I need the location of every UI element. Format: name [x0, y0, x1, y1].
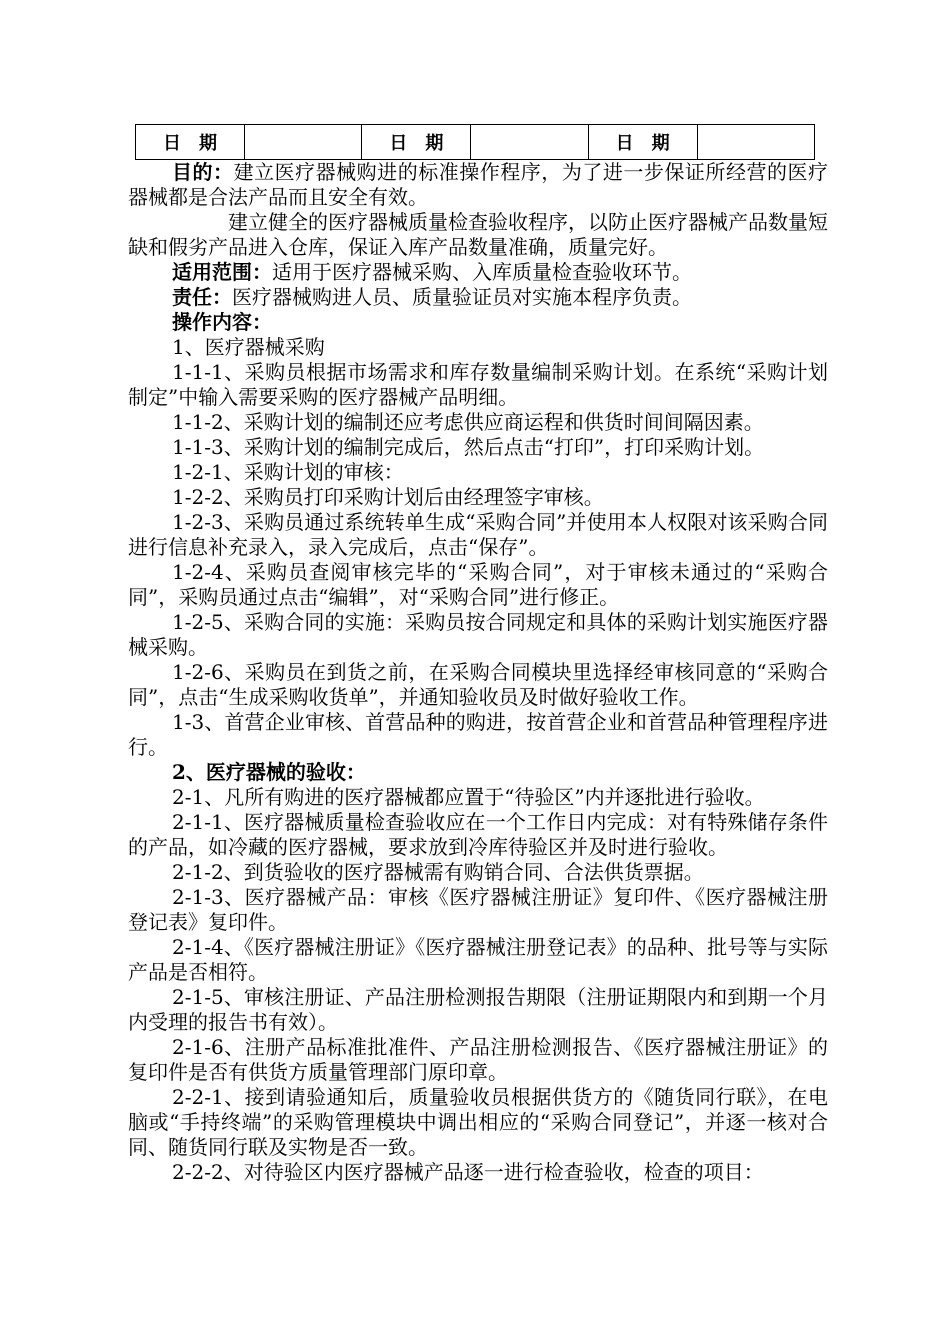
paragraph-2-1-2	[128, 860, 828, 885]
paragraph-text: 2-2-2、对待验区内医疗器械产品逐一进行检查验收，检查的项目：	[172, 1160, 764, 1184]
paragraph-text: 1-2-3、采购员通过系统转单生成“采购合同”并使用本人权限对该采购合同进行信息补充录入，录入完成后，点击“保存”。	[128, 510, 828, 559]
date-label-2: 日 期	[362, 125, 471, 160]
paragraph-text: 2-1-1、医疗器械质量检查验收应在一个工作日内完成：对有特殊储存条件的产品，如冷藏的医疗器械，要求放到冷库待验区并及时进行验收。	[128, 810, 828, 859]
paragraph-1-2-1	[128, 460, 828, 485]
date-value-2	[471, 125, 588, 160]
section-1-text: 1、医疗器械采购	[172, 335, 325, 359]
paragraph-2-1-1	[128, 810, 828, 860]
paragraph-1-2-5	[128, 610, 828, 660]
paragraph-1-3	[128, 710, 828, 760]
paragraph-1-1-1	[128, 360, 828, 410]
paragraph-text: 2-2-1、接到请验通知后，质量验收员根据供货方的《随货同行联》，在电脑或“手持终端”的采购管理模块中调出相应的“采购合同登记”，并逐一核对合同、随货同行联及实物是否一致。	[128, 1085, 828, 1159]
paragraph-text: 2-1、凡所有购进的医疗器械都应置于“待验区”内并逐批进行验收。	[172, 785, 765, 809]
paragraph-operations-heading	[128, 310, 828, 335]
date-label-1: 日 期	[136, 125, 245, 160]
scope-label: 适用范围：	[172, 260, 272, 284]
paragraph-responsibility	[128, 285, 828, 310]
paragraph-2-1-5	[128, 985, 828, 1035]
paragraph-scope	[128, 260, 828, 285]
paragraph-2-1-6	[128, 1035, 828, 1085]
paragraph-text: 1-2-6、采购员在到货之前，在采购合同模块里选择经审核同意的“采购合同”，点击“生成采购收货单”，并通知验收员及时做好验收工作。	[128, 660, 828, 709]
paragraph-text: 1-1-2、采购计划的编制还应考虑供应商运程和供货时间间隔因素。	[172, 410, 764, 434]
paragraph-1-1-3	[128, 435, 828, 460]
section-2-label: 2、医疗器械的验收：	[172, 760, 366, 784]
paragraph-text: 1-2-2、采购员打印采购计划后由经理签字审核。	[172, 485, 604, 509]
operations-label: 操作内容：	[172, 310, 272, 334]
paragraph-2-2-1	[128, 1085, 828, 1160]
paragraph-text: 1-1-3、采购计划的编制完成后，然后点击“打印”，打印采购计划。	[172, 435, 765, 459]
date-label-3: 日 期	[588, 125, 697, 160]
paragraph-1-2-3	[128, 510, 828, 560]
date-header-table	[135, 124, 815, 160]
paragraph-text: 2-1-3、医疗器械产品：审核《医疗器械注册证》复印件、《医疗器械注册登记表》复印件。	[128, 885, 828, 934]
purpose-text: 建立医疗器械购进的标准操作程序，为了进一步保证所经营的医疗器械都是合法产品而且安全有效。	[128, 160, 829, 209]
paragraph-text: 1-2-5、采购合同的实施：采购员按合同规定和具体的采购计划实施医疗器械采购。	[128, 610, 828, 659]
paragraph-1-2-4	[128, 560, 828, 610]
paragraph-2-1-4	[128, 935, 828, 985]
purpose-2-text: 建立健全的医疗器械质量检查验收程序，以防止医疗器械产品数量短缺和假劣产品进入仓库，保证入库产品数量准确，质量完好。	[128, 210, 828, 259]
paragraph-text: 1-3、首营企业审核、首营品种的购进，按首营企业和首营品种管理程序进行。	[128, 710, 828, 759]
paragraph-1-1-2	[128, 410, 828, 435]
paragraph-2-1-3	[128, 885, 828, 935]
paragraph-text: 2-1-2、到货验收的医疗器械需有购销合同、合法供货票据。	[172, 860, 704, 884]
scope-text: 适用于医疗器械采购、入库质量检查验收环节。	[272, 260, 692, 284]
purpose-label: 目的：	[172, 160, 234, 184]
paragraph-1-2-2	[128, 485, 828, 510]
paragraph-1-2-6	[128, 660, 828, 710]
responsibility-label: 责任：	[172, 285, 232, 309]
paragraph-2-2-2	[128, 1160, 828, 1185]
paragraph-text: 2-1-4、《医疗器械注册证》《医疗器械注册登记表》的品种、批号等与实际产品是否相符。	[128, 935, 828, 984]
date-value-1	[245, 125, 362, 160]
paragraph-purpose	[128, 160, 828, 210]
document-body	[128, 160, 828, 1185]
paragraph-text: 2-1-5、审核注册证、产品注册检测报告期限（注册证期限内和到期一个月内受理的报告书有效）。	[128, 985, 828, 1034]
date-value-3	[697, 125, 814, 160]
paragraph-text: 2-1-6、注册产品标准批准件、产品注册检测报告、《医疗器械注册证》的复印件是否有供货方质量管理部门原印章。	[128, 1035, 828, 1084]
paragraph-text: 1-2-1、采购计划的审核：	[172, 460, 404, 484]
paragraph-text: 1-2-4、采购员查阅审核完毕的“采购合同”，对于审核未通过的“采购合同”，采购员通过点击“编辑”，对“采购合同”进行修正。	[128, 560, 828, 609]
paragraph-2-1	[128, 785, 828, 810]
paragraph-text: 1-1-1、采购员根据市场需求和库存数量编制采购计划。在系统“采购计划制定”中输入需要采购的医疗器械产品明细。	[128, 360, 828, 409]
section-heading-1	[128, 335, 828, 360]
date-header-row	[136, 125, 815, 160]
section-heading-2	[128, 760, 828, 785]
paragraph-purpose-2	[128, 210, 828, 260]
responsibility-text: 医疗器械购进人员、质量验证员对实施本程序负责。	[232, 285, 692, 309]
